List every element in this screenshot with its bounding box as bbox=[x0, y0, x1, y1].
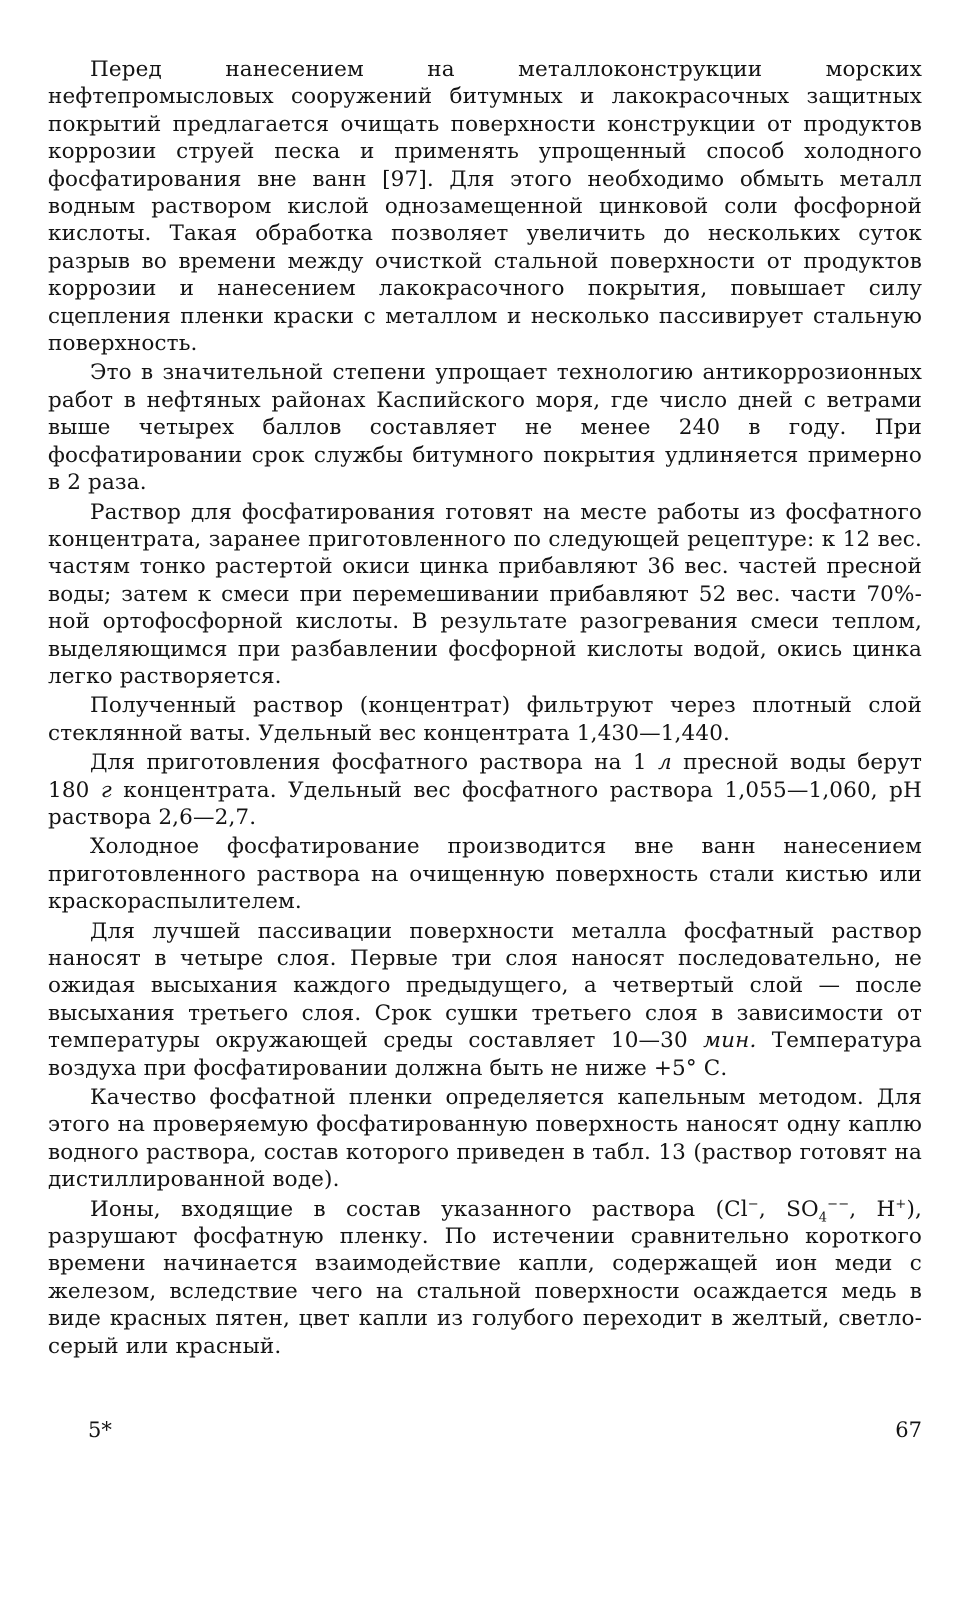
chloride-charge: − bbox=[747, 1196, 759, 1212]
unit-minutes: мин. bbox=[703, 1028, 757, 1054]
paragraph-5-part-3: концентрата. Удельный вес фосфатного раствора 1,055—1,060, pH раствора 2,6—2,7. bbox=[48, 777, 922, 830]
paragraph-1: Перед нанесением на металлоконструкции морских нефтепромысловых сооружений битумных и лакокрасочных защитных покрытий предлагается очищать поверхности конструкции от продуктов коррозии струей песка и применять упрощенный способ холодного фосфатирования вне ванн [97]. Для этого необходимо обмыть металл водным раствором кислой однозамещенной цинковой соли фосфорной кислоты. Такая обработка позволяет увеличить до нескольких суток разрыв во времени между очисткой стальной поверхности от продуктов коррозии и нанесением лакокрасочного покрытия, повышает силу сцепления пленки краски с металлом и несколько пассивирует стальную поверхность. bbox=[48, 57, 922, 357]
paragraph-9-part-2: , SO bbox=[758, 1196, 819, 1222]
hydrogen-charge: + bbox=[895, 1196, 907, 1212]
sulfate-subscript: 4 bbox=[818, 1209, 828, 1225]
page-footer bbox=[88, 1418, 922, 1442]
paragraph-5 bbox=[48, 749, 922, 831]
unit-gram: г bbox=[100, 777, 112, 803]
paragraph-4: Полученный раствор (концентрат) фильтруют через плотный слой стеклянной ваты. Удельный вес концентрата 1,430—1,440. bbox=[48, 693, 922, 746]
paragraph-6: Холодное фосфатирование производится вне ванн нанесением приготовленного раствора на очищенную поверхность стали кистью или краскораспылителем. bbox=[48, 834, 922, 915]
paragraph-7 bbox=[48, 918, 922, 1082]
paragraph-7-part-2: Температура воздуха при фосфатировании должна быть не ниже +5° С. bbox=[48, 1028, 922, 1081]
paragraph-9-part-4: ), разрушают фосфатную пленку. По истечении сравнительно короткого времени начинается взаимодействие капли, содержащей ион меди с железом, вследствие чего на стальной поверхности осаждается медь в виде красных пятен, цвет капли из голубого переходит в желтый, светло-серый или красный. bbox=[48, 1196, 922, 1359]
paragraph-7-part-1: Для лучшей пассивации поверхности металла фосфатный раствор наносят в четыре слоя. Первые три слоя наносят последовательно, не ожидая высыхания каждого предыдущего, а четвертый слой — после высыхания третьего слоя. Срок сушки третьего слоя в зависимости от температуры окружающей среды составляет 10—30 bbox=[48, 918, 922, 1054]
page-body bbox=[48, 56, 922, 1360]
paragraph-9 bbox=[48, 1196, 922, 1360]
paragraph-5-part-1: Для приготовления фосфатного раствора на 1 bbox=[90, 750, 659, 776]
paragraph-5-part-2: пресной воды берут 180 bbox=[48, 750, 922, 803]
signature-mark: 5* bbox=[88, 1418, 112, 1442]
sulfate-charge: −− bbox=[827, 1196, 850, 1212]
paragraph-2: Это в значительной степени упрощает технологию антикоррозионных работ в нефтяных районах Каспийского моря, где число дней с ветрами выше четырех баллов составляет не менее 240 в году. При фосфатировании срок службы битумного покрытия удлиняется примерно в 2 раза. bbox=[48, 360, 922, 496]
unit-liter: л bbox=[658, 750, 672, 776]
page-number: 67 bbox=[895, 1418, 922, 1442]
paragraph-3: Раствор для фосфатирования готовят на месте работы из фосфатного концентрата, заранее приготовленного по следующей рецептуре: к 12 вес. частям тонко растертой окиси цинка прибавляют 36 вес. частей пресной воды; затем к смеси при перемешивании прибавляют 52 вес. части 70%-ной ортофосфорной кислоты. В результате разогревания смеси теплом, выделяющимся при разбавлении фосфорной кислоты водой, окись цинка легко растворяется. bbox=[48, 499, 922, 689]
paragraph-8: Качество фосфатной пленки определяется капельным методом. Для этого на проверяемую фосфатированную поверхность наносят одну каплю водного раствора, состав которого приведен в табл. 13 (раствор готовят на дистиллированной воде). bbox=[48, 1085, 922, 1193]
paragraph-9-part-3: , H bbox=[849, 1196, 896, 1222]
paragraph-9-part-1: Ионы, входящие в состав указанного раствора (Cl bbox=[90, 1196, 748, 1222]
